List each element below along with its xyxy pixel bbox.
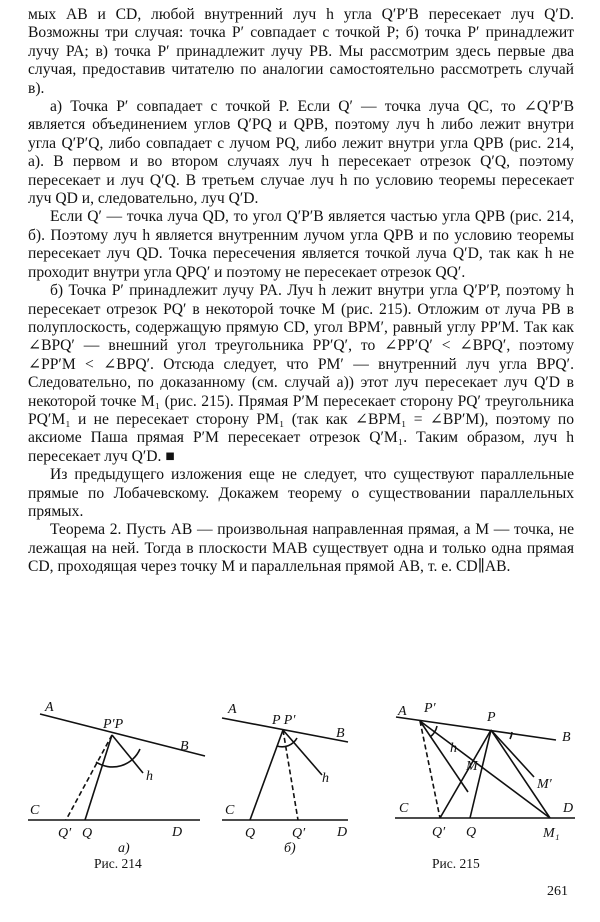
- label-b-214b: B: [336, 726, 345, 741]
- label-c-214a: C: [30, 803, 40, 818]
- paragraph-theorem-2: Теорема 2. Пусть AB — произвольная направленная прямая, а M — точка, не лежащая на ней. Тогда в плоскости MAB существует одна и только одна прямая CD, проходящая через точку M и параллельная прямой AB, т. е. CD∥AB.: [28, 521, 574, 576]
- label-d-215: D: [563, 801, 574, 816]
- label-pp-214b: P P′: [272, 713, 296, 728]
- paragraph-4: б) Точка P′ принадлежит лучу PA. Луч h лежит внутри угла Q′P′P, поэтому h пересекает отрезок PQ′ в некоторой точке M (рис. 215). Отложим от луча PB в полуплоскость, содержащую прямую CD, угол BPM′, равный углу PP′M. Так как ∠BPQ′ — внешний угол треугольника PP′Q′, то ∠PP′Q′ < ∠BPQ′, поэтому ∠PP′M < ∠BPQ′. Отсюда следует, что PM′ — внутренний луч угла BPQ′. Следовательно, по доказанному (см. случай а)) этот луч пересекает луч Q′D в некоторой точке M₁ (рис. 215). Прямая P′M пересекает сторону PQ′ треугольника PQ′M₁ и не пересекает сторону PM₁ (так как ∠BPM₁ = ∠BP′M), поэтому по аксиоме Паша прямая P′M пересекает отрезок Q′M₁. Таким образом, луч h пересекает луч Q′D. ■: [28, 282, 574, 465]
- caption-fig-214: Рис. 214: [94, 856, 142, 871]
- segment-pq-215: [470, 730, 491, 818]
- label-a-215: A: [398, 704, 407, 719]
- label-sub-214b: б): [284, 841, 296, 856]
- label-c-214b: C: [225, 803, 235, 818]
- label-p-215: P: [487, 710, 496, 725]
- ray-h-b: [283, 730, 322, 775]
- label-a-214a: A: [45, 700, 54, 715]
- label-m1-215: M₁: [543, 826, 560, 841]
- line-ab-215: [396, 717, 556, 740]
- label-sub-214a: а): [118, 841, 130, 856]
- body-text: [28, 6, 574, 577]
- label-m-215: M: [466, 759, 478, 774]
- label-a-214b: A: [228, 702, 237, 717]
- label-d-214b: D: [337, 825, 348, 840]
- fig-215: [395, 717, 575, 818]
- label-q-214b: Q: [245, 826, 256, 841]
- segment-pq-b: [250, 730, 283, 820]
- label-c-215: C: [399, 801, 409, 816]
- page-number: 261: [547, 884, 568, 899]
- caption-fig-215: Рис. 215: [432, 856, 480, 871]
- label-q-214a: Q: [82, 826, 93, 841]
- fig-214b: [222, 718, 348, 820]
- paragraph-3: Если Q′ — точка луча QD, то угол Q′P′B является частью угла QPB (рис. 214, б). Поэтому луч h является внутренним лучом угла QPB и по условию теоремы пересекает луч QD. Точка пересечения является точкой луча Q′D, так как h не проходит внутри угла QPQ′ и поэтому не пересекает отрезок QQ′.: [28, 208, 574, 281]
- label-d-214a: D: [172, 825, 183, 840]
- ray-pm1p-215: [491, 730, 534, 777]
- paragraph-1: мых AB и CD, любой внутренний луч h угла Q′P′B пересекает луч Q′D. Возможны три случая: точка P′ совпадает с точкой P; б) точка P′ принадлежит лучу PA; в) точка P′ принадлежит лучу PB. Мы рассмотрим здесь первые два случая, предоставив читателю по аналогии самостоятельно рассмотреть случай в).: [28, 6, 574, 97]
- label-h-214b: h: [322, 771, 329, 786]
- label-m1p-215: M′: [537, 777, 552, 792]
- paragraph-5: Из предыдущего изложения еще не следует, что существуют параллельные прямые по Лобачевскому. Докажем теорему о существовании параллельных прямых.: [28, 466, 574, 520]
- segment-pq1-215: [440, 730, 491, 818]
- label-q1-214a: Q′: [58, 826, 72, 841]
- label-p1-215: P′: [424, 701, 436, 716]
- figures-svg: [0, 690, 600, 860]
- label-q-215: Q: [466, 825, 477, 840]
- label-h-214a: h: [146, 769, 153, 784]
- label-h-215: h: [450, 741, 457, 756]
- label-b-215: B: [562, 730, 571, 745]
- label-q1-215: Q′: [432, 825, 446, 840]
- label-pp-214a: P′P: [103, 717, 124, 732]
- paragraph-2: а) Точка P′ совпадает с точкой P. Если Q′ — точка луча QC, то ∠Q′P′B является объединением углов Q′PQ и QPB, поэтому луч h либо лежит внутри угла Q′P′Q, либо совпадает с лучом PQ, либо лежит внутри угла QPB (рис. 214, а). В первом и во втором случаях луч h пересекает отрезок Q′Q, поэтому пересекает и луч Q′Q. В третьем случае луч h по условию теоремы пересекает луч QD и, следовательно, луч Q′D.: [28, 98, 574, 208]
- label-b-214a: B: [180, 739, 189, 754]
- segment-pm1-215: [491, 730, 550, 818]
- figures: [0, 690, 600, 880]
- label-q1-214b: Q′: [292, 826, 306, 841]
